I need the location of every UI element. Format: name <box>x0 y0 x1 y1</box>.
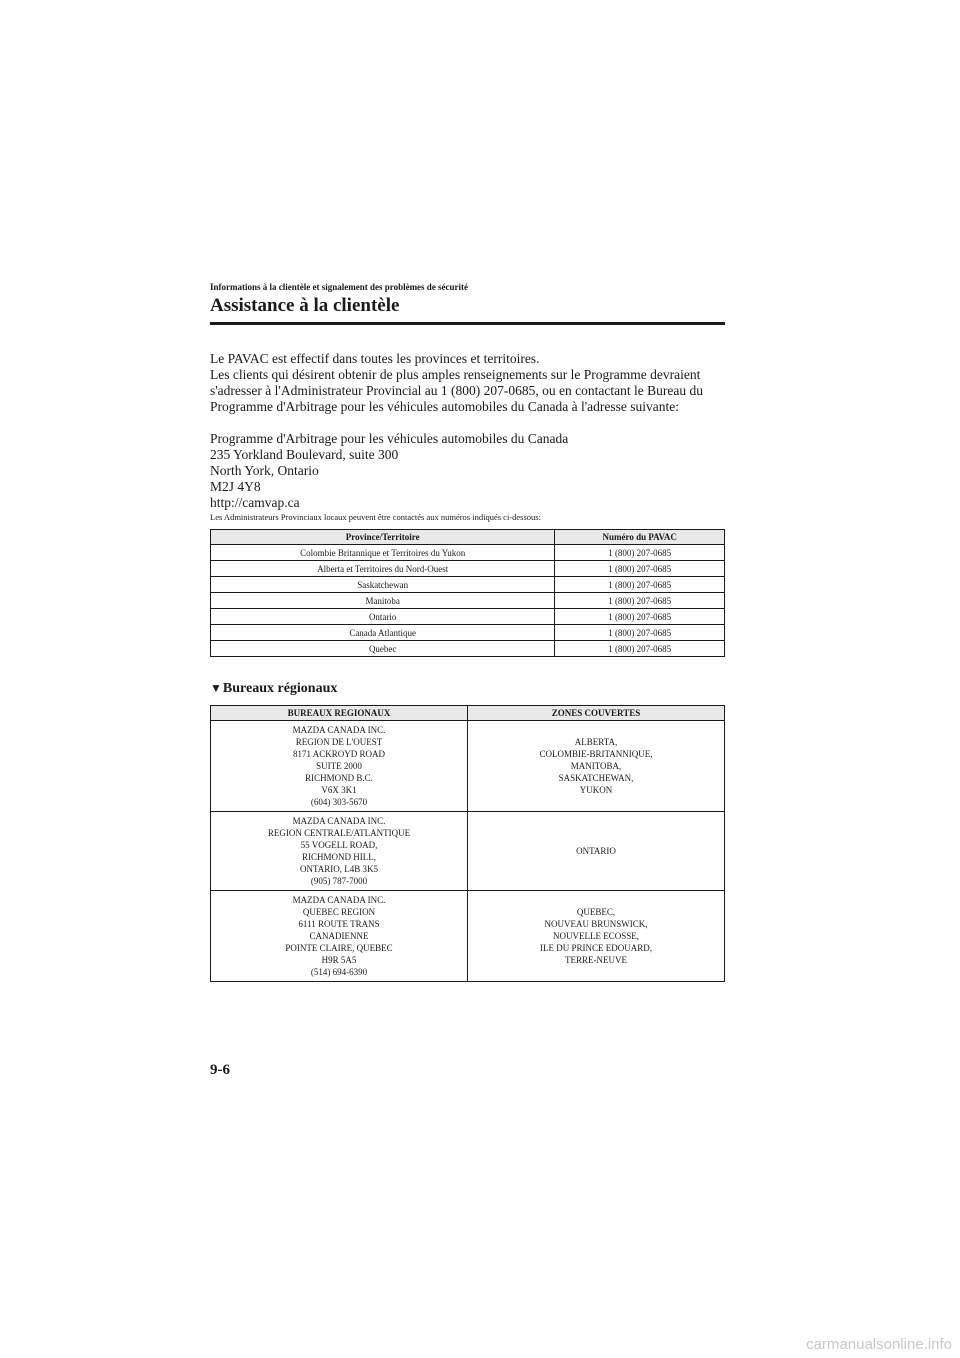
office-line: SUITE 2000 <box>316 761 362 771</box>
pavac-table-header <box>211 530 725 545</box>
table-row <box>211 577 725 593</box>
office-line: ONTARIO, L4B 3K5 <box>299 864 379 874</box>
zone-line: ONTARIO <box>576 846 616 856</box>
zones-cell <box>468 891 725 982</box>
zone-line: YUKON <box>579 785 613 795</box>
office-line: 6111 ROUTE TRANS <box>298 919 380 929</box>
camvap-address <box>210 431 725 511</box>
office-cell <box>211 721 468 812</box>
pavac-province: Quebec <box>211 641 555 657</box>
table-row <box>211 609 725 625</box>
pavac-number: 1 (800) 207-0685 <box>555 561 725 577</box>
table-row <box>211 641 725 657</box>
offices-header-office: BUREAUX REGIONAUX <box>211 706 468 721</box>
office-line: RICHMOND B.C. <box>305 773 373 783</box>
title-rule <box>210 322 725 325</box>
administrators-note: Les Administrateurs Provinciaux locaux peuvent être contactés aux numéros indiqués ci-dessous: <box>210 512 541 522</box>
table-row <box>211 625 725 641</box>
watermark: carmanualsonline.info <box>806 1336 952 1353</box>
address-line-4: M2J 4Y8 <box>210 479 261 494</box>
intro-text <box>210 351 725 415</box>
page-title: Assistance à la clientèle <box>210 295 400 316</box>
office-line: (514) 694-6390 <box>310 967 368 977</box>
address-line-2: 235 Yorkland Boulevard, suite 300 <box>210 447 399 462</box>
office-line: 55 VOGELL ROAD, <box>300 840 378 850</box>
table-row <box>211 593 725 609</box>
table-row <box>211 812 725 891</box>
office-line: MAZDA CANADA INC. <box>292 816 386 826</box>
table-row <box>211 545 725 561</box>
zone-line: ILE DU PRINCE EDOUARD, <box>540 943 652 953</box>
intro-paragraph-2: Les clients qui désirent obtenir de plus amples renseignements sur le Programme devraient s'adresser à l'Administrateur Provincial au 1 (800) 207-0685, ou en contactant le Bureau du Programme d'Arbitrage pour les véhicules automobiles du Canada à l'adresse suivante: <box>210 367 703 414</box>
office-cell <box>211 891 468 982</box>
page-number: 9-6 <box>210 1062 230 1078</box>
table-row <box>211 561 725 577</box>
pavac-province: Alberta et Territoires du Nord-Ouest <box>211 561 555 577</box>
office-line: MAZDA CANADA INC. <box>292 725 386 735</box>
pavac-number: 1 (800) 207-0685 <box>555 577 725 593</box>
pavac-header-number: Numéro du PAVAC <box>555 530 725 545</box>
regional-offices-heading <box>210 681 725 697</box>
zones-cell <box>468 721 725 812</box>
section-label: Informations à la clientèle et signalement des problèmes de sécurité <box>210 282 469 292</box>
page-content <box>210 282 725 982</box>
zone-line: NOUVEAU BRUNSWICK, <box>544 919 648 929</box>
zones-cell <box>468 812 725 891</box>
triangle-down-icon: ▼ <box>210 681 222 695</box>
pavac-number: 1 (800) 207-0685 <box>555 545 725 561</box>
zone-line: SASKATCHEWAN, <box>558 773 634 783</box>
office-line: REGION CENTRALE/ATLANTIQUE <box>267 828 411 838</box>
offices-table-header <box>211 706 725 721</box>
pavac-header-province: Province/Territoire <box>211 530 555 545</box>
zone-line: TERRE-NEUVE <box>565 955 627 965</box>
office-line: V6X 3K1 <box>321 785 357 795</box>
pavac-province: Canada Atlantique <box>211 625 555 641</box>
table-row <box>211 891 725 982</box>
zone-line: COLOMBIE-BRITANNIQUE, <box>539 749 653 759</box>
office-line: QUEBEC REGION <box>302 907 376 917</box>
office-line: H9R 5A5 <box>321 955 357 965</box>
office-line: REGION DE L'OUEST <box>295 737 383 747</box>
office-line: POINTE CLAIRE, QUEBEC <box>285 943 393 953</box>
address-line-1: Programme d'Arbitrage pour les véhicules automobiles du Canada <box>210 431 569 446</box>
pavac-province: Saskatchewan <box>211 577 555 593</box>
pavac-number: 1 (800) 207-0685 <box>555 593 725 609</box>
table-row <box>211 721 725 812</box>
pavac-number: 1 (800) 207-0685 <box>555 625 725 641</box>
intro-paragraph-1: Le PAVAC est effectif dans toutes les provinces et territoires. <box>210 351 540 366</box>
regional-offices-heading-text: Bureaux régionaux <box>222 681 338 696</box>
office-line: RICHMOND HILL, <box>302 852 376 862</box>
zone-line: MANITOBA, <box>570 761 622 771</box>
address-line-3: North York, Ontario <box>210 463 319 478</box>
pavac-table <box>210 529 725 657</box>
pavac-province: Colombie Britannique et Territoires du Yukon <box>211 545 555 561</box>
office-line: CANADIENNE <box>309 931 369 941</box>
office-line: (905) 787-7000 <box>310 876 368 886</box>
office-cell <box>211 812 468 891</box>
pavac-province: Manitoba <box>211 593 555 609</box>
pavac-number: 1 (800) 207-0685 <box>555 641 725 657</box>
pavac-province: Ontario <box>211 609 555 625</box>
offices-header-zones: ZONES COUVERTES <box>468 706 725 721</box>
pavac-number: 1 (800) 207-0685 <box>555 609 725 625</box>
zone-line: NOUVELLE ECOSSE, <box>553 931 639 941</box>
zone-line: QUEBEC, <box>576 907 616 917</box>
office-line: MAZDA CANADA INC. <box>292 895 386 905</box>
regional-offices-table <box>210 705 725 982</box>
camvap-url[interactable]: http://camvap.ca <box>210 495 300 510</box>
zone-line: ALBERTA, <box>574 737 618 747</box>
office-line: (604) 303-5670 <box>310 797 368 807</box>
office-line: 8171 ACKROYD ROAD <box>292 749 385 759</box>
